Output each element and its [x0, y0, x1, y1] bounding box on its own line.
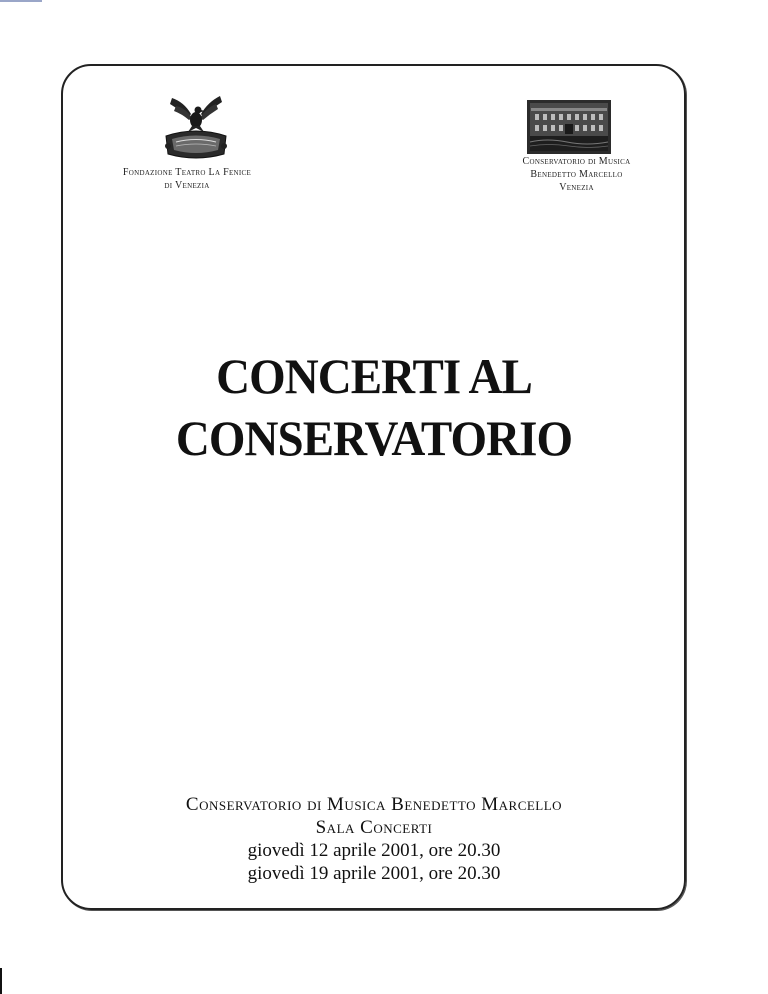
title-line-2: CONSERVATORIO [175, 410, 573, 466]
page-title [107, 345, 641, 469]
venue-institution: Conservatorio di Musica Benedetto Marcello [185, 794, 563, 815]
conservatorio-institution-label [484, 155, 669, 194]
fenice-name-line: Fondazione Teatro La Fenice [122, 167, 252, 178]
scan-artifact-left [0, 968, 2, 994]
concert-date-1: giovedì 12 aprile 2001, ore 20.30 [247, 840, 501, 861]
conservatorio-subname-line: Benedetto Marcello [530, 169, 623, 180]
venue-block [90, 793, 658, 885]
title-line-1: CONCERTI AL [216, 348, 532, 404]
la-fenice-phoenix-logo [158, 92, 234, 164]
conservatorio-city-line: Venezia [559, 182, 594, 193]
fenice-city-line: di Venezia [164, 180, 210, 191]
scan-artifact-top [0, 0, 42, 2]
fenice-institution-label [92, 166, 282, 192]
conservatorio-name-line: Conservatorio di Musica [522, 156, 631, 167]
conservatorio-building-logo [527, 100, 611, 154]
concert-date-2: giovedì 19 aprile 2001, ore 20.30 [247, 863, 501, 884]
venue-hall: Sala Concerti [315, 817, 433, 838]
